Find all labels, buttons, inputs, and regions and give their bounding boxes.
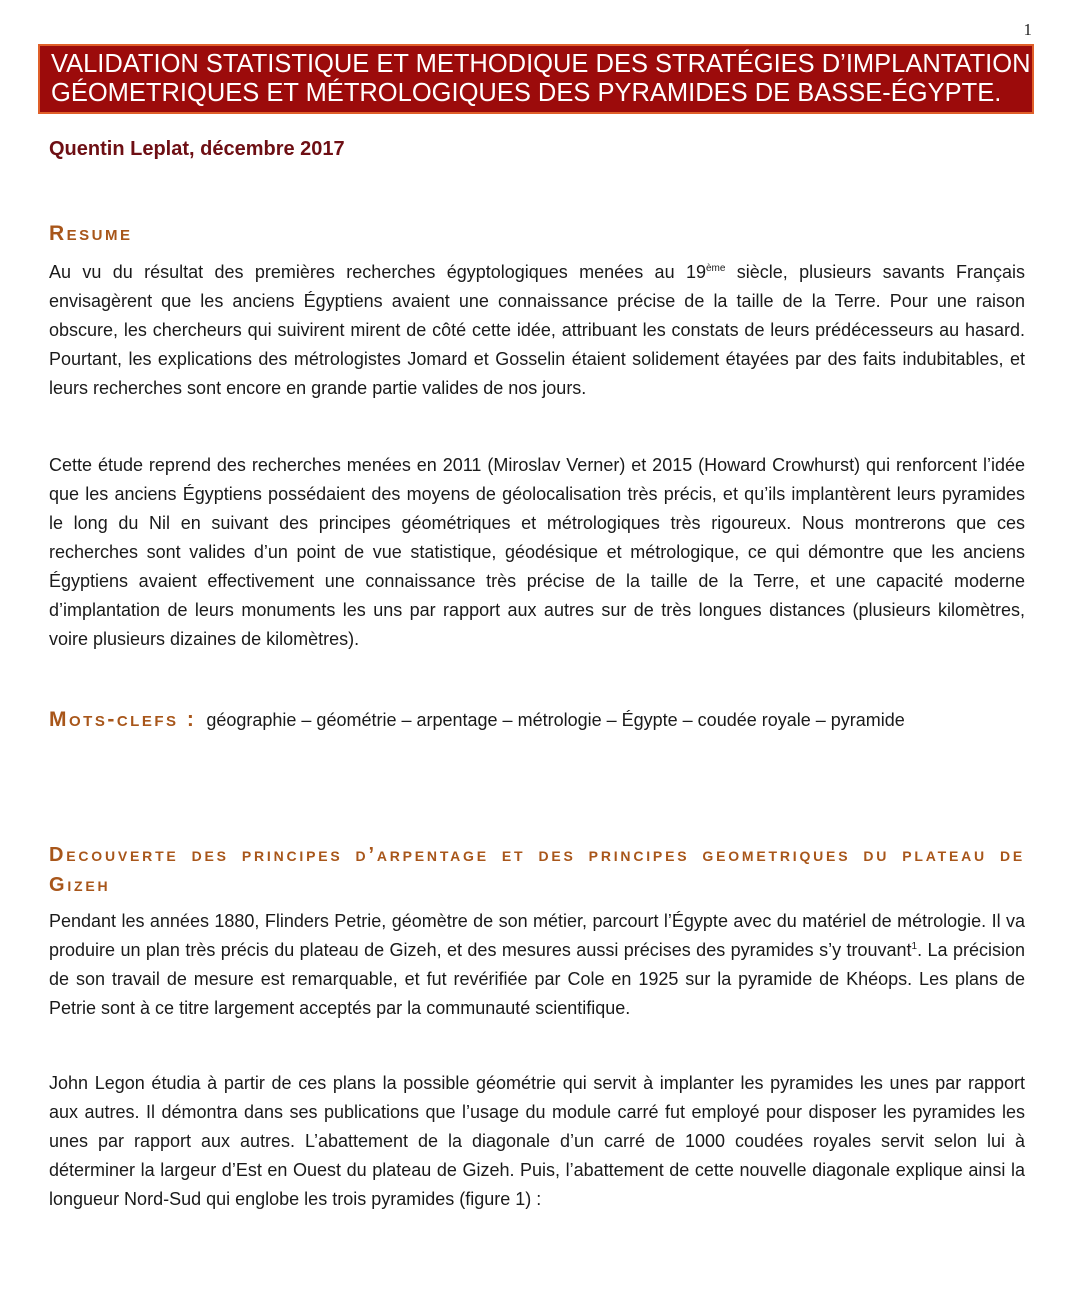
section-heading-gizeh-rest: izeh [67, 874, 111, 896]
resume-heading-rest: esume [66, 222, 133, 245]
section-paragraph-2: John Legon étudia à partir de ces plans la possible géométrie qui servit à implanter les pyramides les unes par rapport aux autres. Il démontra dans ses publications que l’usage du module carré fut employé pour disposer les pyramides les unes par rapport aux autres. L’abattement de la diagonale d’un carré de 1000 coudées royales servit selon lui à déterminer la largeur d’Est en Ouest du plateau de Gizeh. Puis, l’abattement de cette nouvelle diagonale explique ainsi la longueur Nord-Sud qui englobe les trois pyramides (figure 1) : [49, 1073, 1025, 1209]
section-heading-gizeh-initial: G [49, 874, 68, 896]
resume-p1-text-b: siècle, plusieurs savants Français envisagèrent que les anciens Égyptiens avaient une connaissance précise de la taille de la Terre. Pour une raison obscure, les chercheurs qui suivirent mirent de côté cette idée, attribuant les constats de leurs prédécesseurs au hasard. Pourtant, les explications des métrologistes Jomard et Gosselin étaient solidement étayées par des faits indubitables, et leurs recherches sont encore en grande partie valides de nos jours. [49, 262, 1025, 398]
page-number: 1 [1023, 20, 1032, 39]
resume-heading [49, 222, 1025, 246]
resume-p1-text-a: Au vu du résultat des premières recherches égyptologiques menées au 19 [49, 262, 706, 282]
keywords-text: géographie – géométrie – arpentage – métrologie – Égypte – coudée royale – pyramide [206, 710, 905, 730]
author-date: Quentin Leplat, décembre 2017 [49, 138, 345, 160]
section-p1-text-b: . La précision de son travail de mesure est remarquable, et fut revérifiée par Cole en 1925 sur la pyramide de Khéops. Les plans de Petrie sont à ce titre largement acceptés par la communauté scientifique. [49, 940, 1025, 1018]
resume-paragraph-2: Cette étude reprend des recherches menées en 2011 (Miroslav Verner) et 2015 (Howard Crowhurst) qui renforcent l’idée que les anciens Égyptiens possédaient des moyens de géolocalisation très précis, et qu’ils implantèrent leurs pyramides le long du Nil en suivant des principes géométriques et métrologiques très rigoureux. Nous montrerons que ces recherches sont valides d’un point de vue statistique, géodésique et métrologique, ce qui démontre que les anciens Égyptiens avaient effectivement une connaissance très précise de la taille de la Terre, et une capacité moderne d’implantation de leurs monuments les uns par rapport aux autres sur de très longues distances (plusieurs kilomètres, voire plusieurs dizaines de kilomètres). [49, 455, 1025, 649]
document-title-banner [38, 44, 1034, 114]
resume-paragraph-1 [49, 258, 1025, 403]
resume-p1-superscript: ème [705, 263, 726, 274]
title-line-1: VALIDATION STATISTIQUE ET METHODIQUE DES STRATÉGIES D’IMPLANTATION [51, 50, 1031, 78]
keywords-label: Mots-clefs : [49, 708, 197, 731]
footnote-reference-1[interactable]: 1 [911, 941, 918, 952]
section-heading-decouverte [49, 840, 1025, 900]
resume-heading-initial: R [49, 222, 67, 245]
keywords-block [49, 704, 1025, 736]
section-heading-text: ecouverte des principes d’arpentage et des principes geometriques du plateau de [66, 844, 1025, 866]
section-paragraph-1 [49, 907, 1025, 1023]
section-p1-text-a: Pendant les années 1880, Flinders Petrie, géomètre de son métier, parcourt l’Égypte avec du matériel de métrologie. Il va produire un plan très précis du plateau de Gizeh, et des mesures aussi précises des pyramides s’y trouvant [49, 911, 1025, 960]
title-line-2: GÉOMETRIQUES ET MÉTROLOGIQUES DES PYRAMIDES DE BASSE-ÉGYPTE. [51, 79, 1002, 107]
section-heading-initial: D [49, 844, 67, 866]
